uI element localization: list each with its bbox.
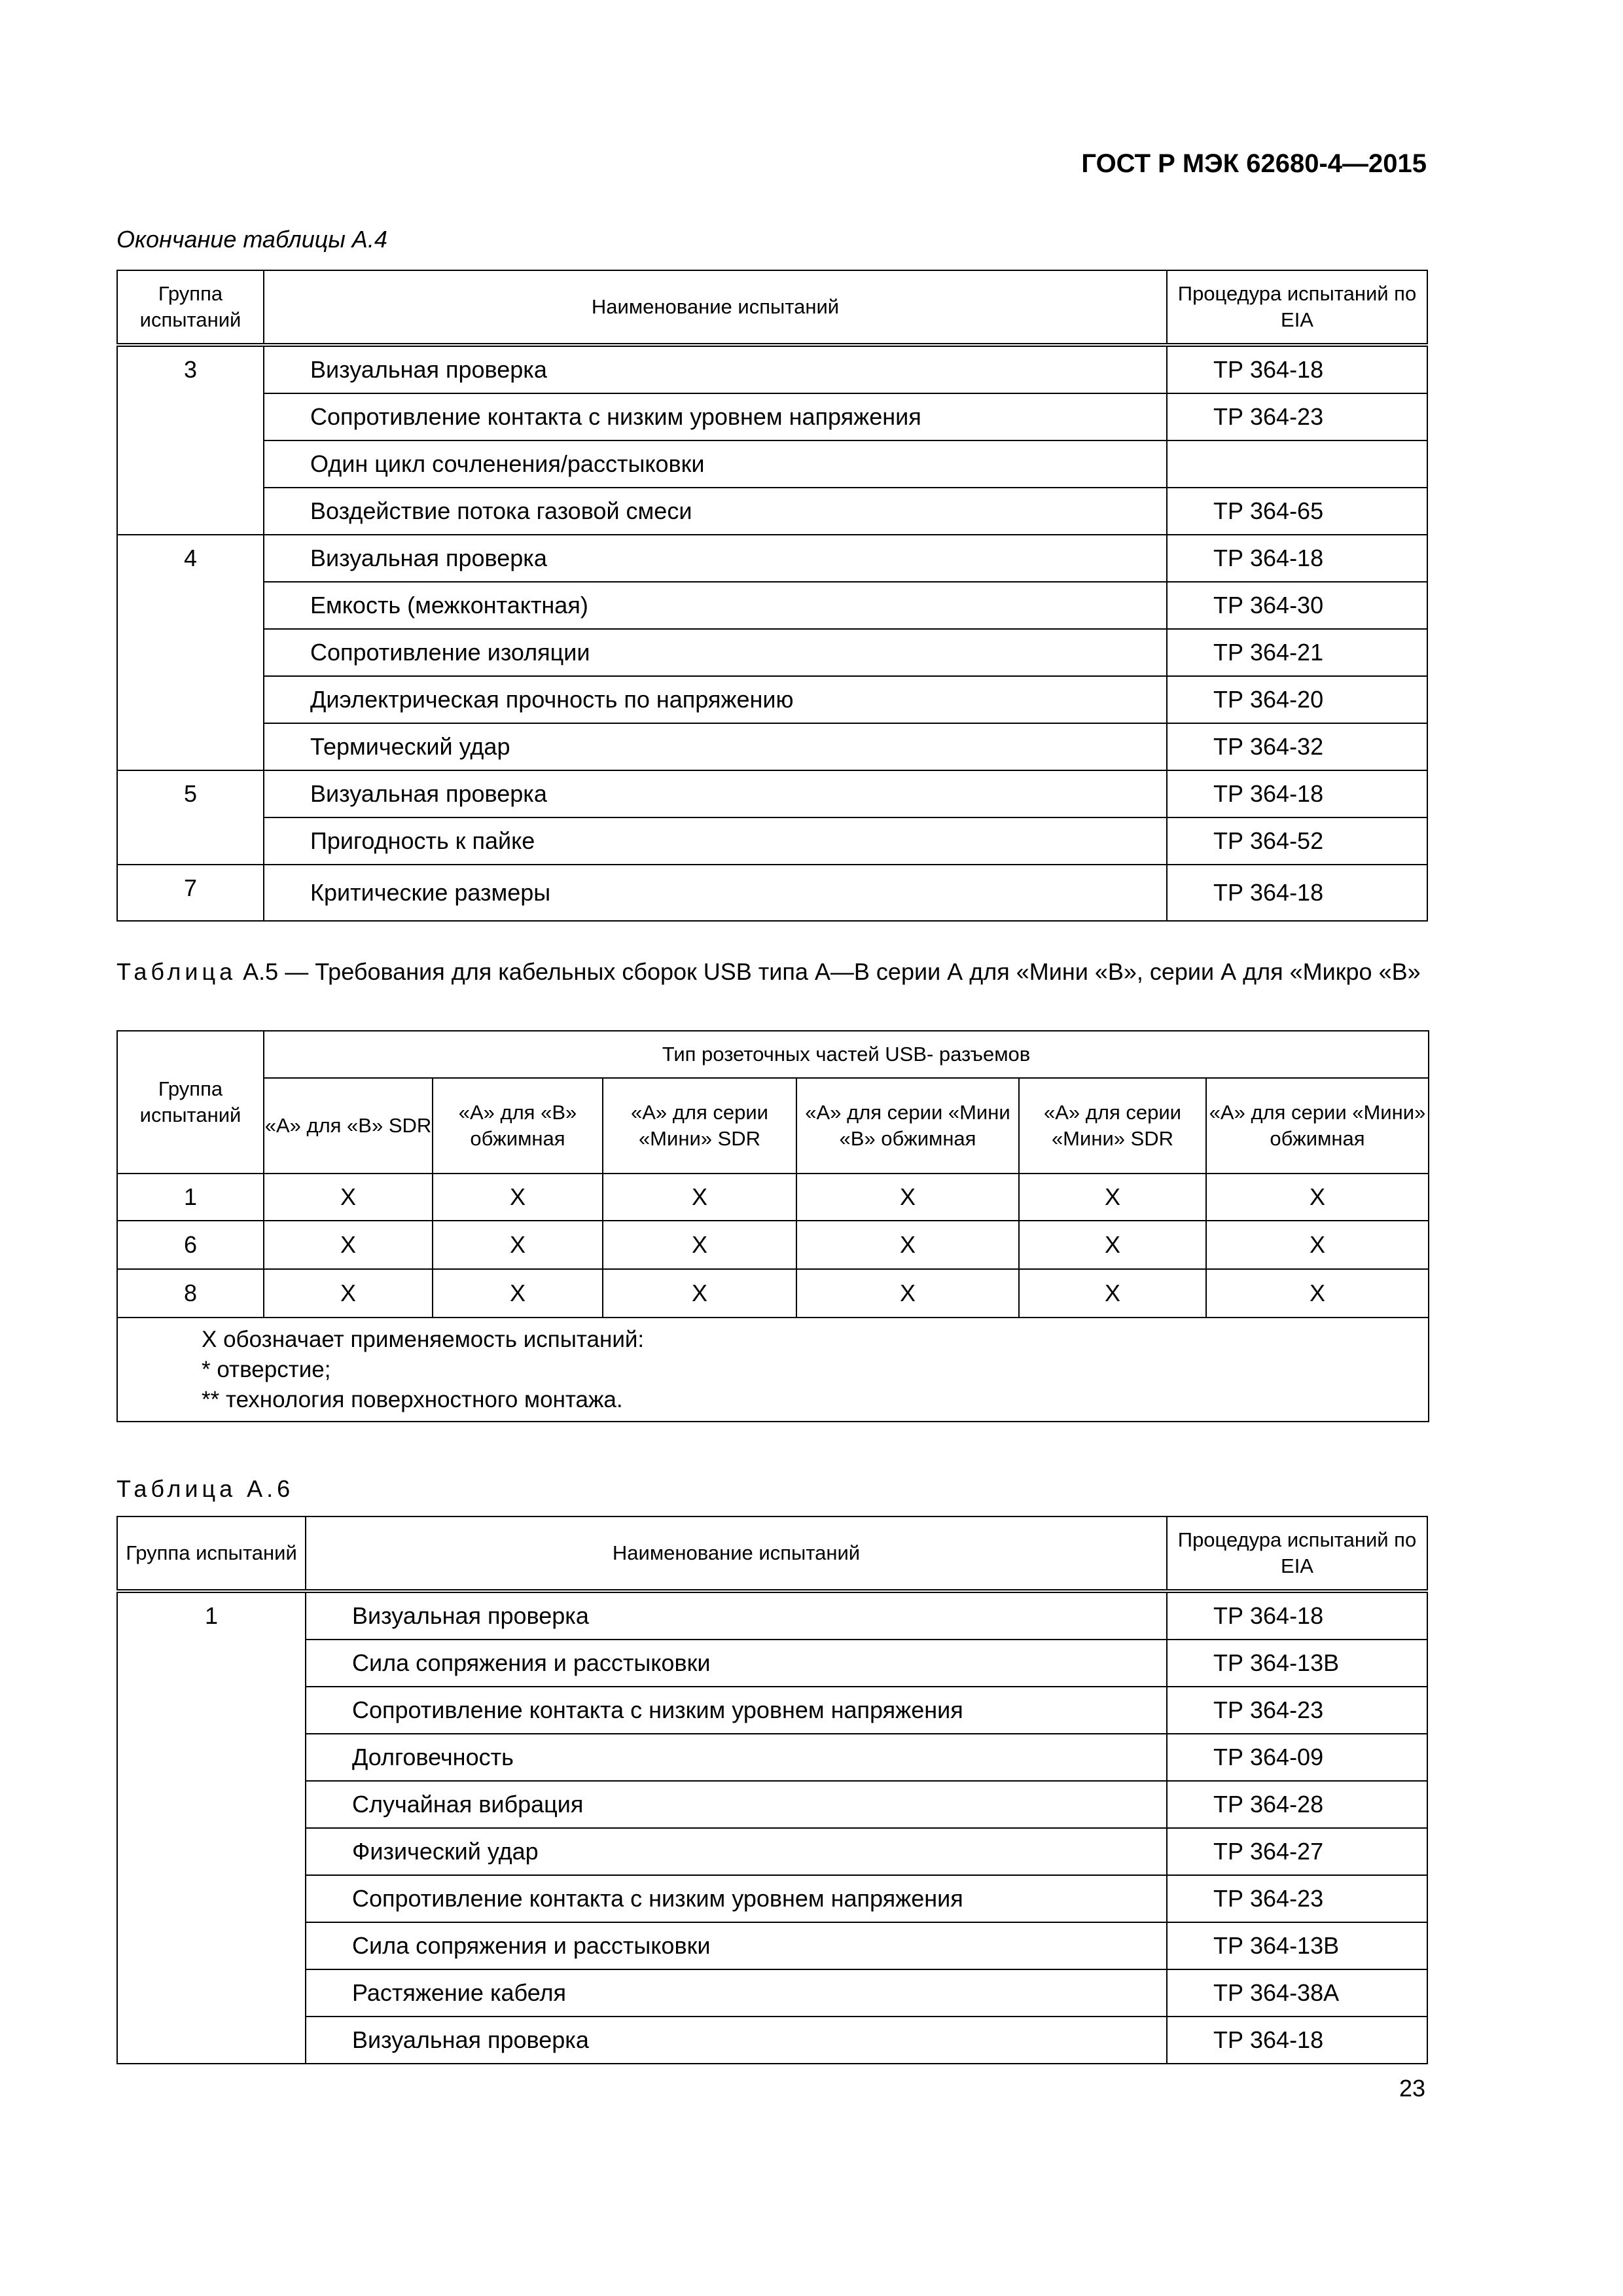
procedure-cell: ТР 364-13В	[1167, 1922, 1427, 1969]
table-row	[117, 1828, 1427, 1875]
test-name-cell: Один цикл сочленения/расстыковки	[264, 440, 1167, 488]
test-name-cell: Емкость (межконтактная)	[264, 582, 1167, 629]
cell: X	[264, 1269, 433, 1318]
cell: X	[1206, 1174, 1429, 1221]
procedure-cell: ТР 364-21	[1167, 629, 1427, 676]
test-name-cell: Критические размеры	[264, 865, 1167, 921]
group-cell: 5	[117, 770, 264, 865]
table-row	[117, 865, 1427, 921]
table-a4	[116, 270, 1428, 922]
cell: X	[796, 1221, 1019, 1269]
header-col-4: «А» для серии «Мини «В» обжимная	[796, 1078, 1019, 1174]
test-name-cell: Растяжение кабеля	[306, 1969, 1167, 2017]
cell: X	[433, 1221, 603, 1269]
group-cell: 3	[117, 345, 264, 535]
procedure-cell: ТР 364-18	[1167, 2017, 1427, 2064]
procedure-cell: ТР 364-28	[1167, 1781, 1427, 1828]
header-group: Группа испытаний	[117, 1031, 264, 1174]
test-name-cell: Воздействие потока газовой смеси	[264, 488, 1167, 535]
table-row	[117, 2017, 1427, 2064]
test-name-cell: Сила сопряжения и расстыковки	[306, 1922, 1167, 1969]
table-row	[117, 770, 1427, 817]
table-row	[117, 1174, 1429, 1221]
test-name-cell: Сопротивление контакта с низким уровнем напряжения	[306, 1875, 1167, 1922]
procedure-cell: ТР 364-18	[1167, 865, 1427, 921]
cell: X	[603, 1269, 796, 1318]
test-name-cell: Сопротивление изоляции	[264, 629, 1167, 676]
procedure-cell: ТР 364-18	[1167, 535, 1427, 582]
note-line: * отверстие;	[202, 1357, 331, 1383]
procedure-cell	[1167, 440, 1427, 488]
table-row	[117, 582, 1427, 629]
header-col-5: «А» для серии «Мини» SDR	[1019, 1078, 1206, 1174]
table-row	[117, 1591, 1427, 1640]
header-col-1: «А» для «В» SDR	[264, 1078, 433, 1174]
table-row	[117, 1781, 1427, 1828]
table-a6	[116, 1516, 1428, 2064]
cell: X	[603, 1221, 796, 1269]
procedure-cell: ТР 364-13В	[1167, 1640, 1427, 1687]
procedure-cell: ТР 364-18	[1167, 770, 1427, 817]
table-row	[117, 1640, 1427, 1687]
test-name-cell: Визуальная проверка	[264, 770, 1167, 817]
group-cell: 7	[117, 865, 264, 921]
table-row	[117, 1875, 1427, 1922]
cell: X	[1019, 1174, 1206, 1221]
test-name-cell: Пригодность к пайке	[264, 817, 1167, 865]
table-a5-notes	[117, 1318, 1429, 1422]
table-row	[117, 1922, 1427, 1969]
table-row	[117, 345, 1427, 393]
cell: X	[433, 1174, 603, 1221]
group-cell: 1	[117, 1591, 306, 2064]
procedure-cell: ТР 364-18	[1167, 345, 1427, 393]
cell: X	[796, 1269, 1019, 1318]
procedure-cell: ТР 364-65	[1167, 488, 1427, 535]
group-cell: 1	[117, 1174, 264, 1221]
header-connector-type: Тип розеточных частей USB- разъемов	[264, 1031, 1429, 1078]
table-row	[117, 1969, 1427, 2017]
test-name-cell: Визуальная проверка	[264, 345, 1167, 393]
table-row	[117, 1687, 1427, 1734]
table-a6-caption: Таблица А.6	[116, 1475, 294, 1502]
procedure-cell: ТР 364-30	[1167, 582, 1427, 629]
header-procedure: Процедура испытаний по EIA	[1167, 270, 1427, 345]
cell: X	[1019, 1221, 1206, 1269]
table-a4-caption: Окончание таблицы А.4	[116, 226, 387, 253]
procedure-cell: ТР 364-38А	[1167, 1969, 1427, 2017]
procedure-cell: ТР 364-20	[1167, 676, 1427, 723]
procedure-cell: ТР 364-23	[1167, 393, 1427, 440]
table-row	[117, 1221, 1429, 1269]
table-a5-caption: Таблица А.5 — Требования для кабельных сборок USB типа А—В серии А для «Мини «В», серии А для «Микро «В»	[116, 958, 1421, 985]
test-name-cell: Визуальная проверка	[306, 1591, 1167, 1640]
table-row	[117, 1269, 1429, 1318]
test-name-cell: Долговечность	[306, 1734, 1167, 1781]
procedure-cell: ТР 364-32	[1167, 723, 1427, 770]
header-col-2: «А» для «В» обжимная	[433, 1078, 603, 1174]
header-group: Группа испытаний	[117, 1516, 306, 1591]
procedure-cell: ТР 364-18	[1167, 1591, 1427, 1640]
test-name-cell: Физический удар	[306, 1828, 1167, 1875]
cell: X	[796, 1174, 1019, 1221]
test-name-cell: Визуальная проверка	[264, 535, 1167, 582]
header-col-3: «А» для серии «Мини» SDR	[603, 1078, 796, 1174]
note-line: X обозначает применяемость испытаний:	[202, 1327, 645, 1352]
header-name: Наименование испытаний	[264, 270, 1167, 345]
cell: X	[433, 1269, 603, 1318]
header-procedure: Процедура испытаний по EIA	[1167, 1516, 1427, 1591]
table-row	[117, 393, 1427, 440]
table-row	[117, 1734, 1427, 1781]
document-standard-header: ГОСТ Р МЭК 62680-4—2015	[1081, 149, 1427, 178]
table-row	[117, 488, 1427, 535]
group-cell: 6	[117, 1221, 264, 1269]
procedure-cell: ТР 364-09	[1167, 1734, 1427, 1781]
header-group: Группа испытаний	[117, 270, 264, 345]
page-number: 23	[1399, 2075, 1425, 2102]
cell: X	[1206, 1221, 1429, 1269]
test-name-cell: Термический удар	[264, 723, 1167, 770]
procedure-cell: ТР 364-23	[1167, 1687, 1427, 1734]
test-name-cell: Сила сопряжения и расстыковки	[306, 1640, 1167, 1687]
cell: X	[264, 1221, 433, 1269]
test-name-cell: Сопротивление контакта с низким уровнем напряжения	[264, 393, 1167, 440]
header-name: Наименование испытаний	[306, 1516, 1167, 1591]
cell: X	[1206, 1269, 1429, 1318]
table-row	[117, 629, 1427, 676]
procedure-cell: ТР 364-27	[1167, 1828, 1427, 1875]
group-cell: 8	[117, 1269, 264, 1318]
group-cell: 4	[117, 535, 264, 770]
procedure-cell: ТР 364-23	[1167, 1875, 1427, 1922]
note-line: ** технология поверхностного монтажа.	[202, 1387, 623, 1413]
header-col-6: «А» для серии «Мини» обжимная	[1206, 1078, 1429, 1174]
table-a5	[116, 1030, 1429, 1422]
procedure-cell: ТР 364-52	[1167, 817, 1427, 865]
cell: X	[603, 1174, 796, 1221]
test-name-cell: Случайная вибрация	[306, 1781, 1167, 1828]
cell: X	[264, 1174, 433, 1221]
table-row	[117, 676, 1427, 723]
test-name-cell: Визуальная проверка	[306, 2017, 1167, 2064]
table-row	[117, 723, 1427, 770]
table-row	[117, 535, 1427, 582]
table-row	[117, 440, 1427, 488]
cell: X	[1019, 1269, 1206, 1318]
test-name-cell: Диэлектрическая прочность по напряжению	[264, 676, 1167, 723]
test-name-cell: Сопротивление контакта с низким уровнем напряжения	[306, 1687, 1167, 1734]
table-row	[117, 817, 1427, 865]
